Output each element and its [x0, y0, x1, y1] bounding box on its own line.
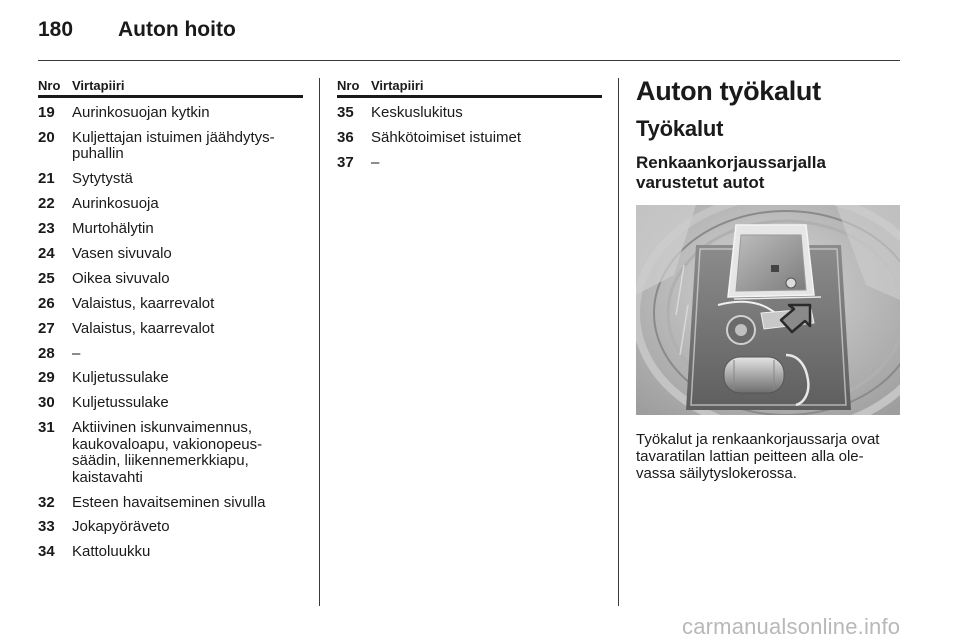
table-row [38, 544, 303, 561]
fuse-number: 21 [38, 170, 55, 188]
tools-section [636, 78, 900, 482]
body-paragraph: Työkalut ja renkaankorjaussarja ovat tavaratilan lattian peitteen alla ole-vassa säilytyslokerossa. [636, 431, 880, 482]
watermark: carmanualsonline.info [682, 614, 901, 639]
circuit-name: Valaistus, kaarrevalot [72, 294, 215, 312]
table-row [38, 105, 303, 122]
fuse-number: 36 [337, 128, 354, 146]
column-header-circuit: Virtapiiri [72, 78, 125, 93]
header-rule [38, 60, 900, 61]
fuse-number: 27 [38, 319, 55, 337]
circuit-name: Kattoluukku [72, 543, 151, 561]
circuit-name: Sytytystä [72, 170, 133, 188]
fuse-number: 28 [38, 344, 55, 362]
table-row [337, 155, 602, 172]
fuse-number: 19 [38, 104, 55, 121]
table-header [337, 78, 602, 98]
column-divider-left [319, 78, 320, 606]
table-row [337, 105, 602, 122]
fuse-number: 35 [337, 104, 354, 121]
table-header [38, 78, 303, 98]
circuit-name: Esteen havaitseminen sivulla [72, 493, 266, 511]
page-header [38, 18, 236, 48]
circuit-name: Vasen sivuvalo [72, 244, 172, 262]
table-row [38, 196, 303, 213]
table-row [38, 420, 303, 486]
trunk-storage-photo [636, 205, 900, 415]
circuit-name: – [72, 344, 81, 362]
table-row [38, 321, 303, 338]
fuse-number: 23 [38, 220, 55, 238]
table-row [38, 370, 303, 387]
fuse-number: 37 [337, 153, 354, 171]
table-row [38, 296, 303, 313]
column-header-number: Nro [337, 78, 360, 93]
fuse-number: 30 [38, 394, 55, 412]
table-rows-right [337, 105, 602, 171]
column-divider-right [618, 78, 619, 606]
circuit-name: Kuljettajan istuimen jäähdytys-puhallin [72, 128, 275, 163]
table-row [38, 395, 303, 412]
fuse-number: 25 [38, 269, 55, 287]
section-title: Auton työkalut [636, 76, 821, 106]
fuse-number: 31 [38, 419, 55, 437]
circuit-name: Murtohälytin [72, 220, 154, 238]
fuse-number: 34 [38, 543, 55, 561]
table-row [38, 495, 303, 512]
column-header-circuit: Virtapiiri [371, 78, 424, 93]
fuse-number: 22 [38, 195, 55, 213]
circuit-name: Aurinkosuojan kytkin [72, 104, 210, 121]
circuit-name: Jokapyöräveto [72, 518, 170, 536]
table-row [38, 221, 303, 238]
fuse-number: 29 [38, 369, 55, 387]
table-row [38, 519, 303, 536]
circuit-name: Keskuslukitus [371, 104, 463, 121]
fuse-number: 26 [38, 294, 55, 312]
fuse-number: 24 [38, 244, 55, 262]
circuit-name: Sähkötoimiset istuimet [371, 128, 522, 146]
fuse-table-left [38, 78, 303, 569]
table-row [38, 171, 303, 188]
circuit-name: Kuljetussulake [72, 394, 169, 412]
circuit-name: Valaistus, kaarrevalot [72, 319, 215, 337]
table-row [337, 130, 602, 147]
page-number: 180 [38, 18, 74, 41]
fuse-number: 32 [38, 493, 55, 511]
circuit-name: Aktiivinen iskunvaimennus, kaukovaloapu, vakionopeus-säädin, liikennemerkkiapu, kaistavahti [72, 419, 263, 486]
table-row [38, 271, 303, 288]
fuse-number: 33 [38, 518, 55, 536]
circuit-name: – [371, 153, 380, 171]
column-header-number: Nro [38, 78, 61, 93]
table-rows-left [38, 105, 303, 561]
circuit-name: Oikea sivuvalo [72, 269, 170, 287]
table-row [38, 246, 303, 263]
fuse-table-right [337, 78, 602, 180]
circuit-name: Aurinkosuoja [72, 195, 159, 213]
circuit-name: Kuljetussulake [72, 369, 169, 387]
table-row [38, 346, 303, 363]
section-subtitle: Työkalut [636, 116, 724, 141]
fuse-number: 20 [38, 128, 55, 146]
page-title: Auton hoito [118, 18, 236, 41]
section-subsubtitle: Renkaankorjaussarjalla varustetut autot [636, 153, 826, 192]
table-row [38, 130, 303, 163]
